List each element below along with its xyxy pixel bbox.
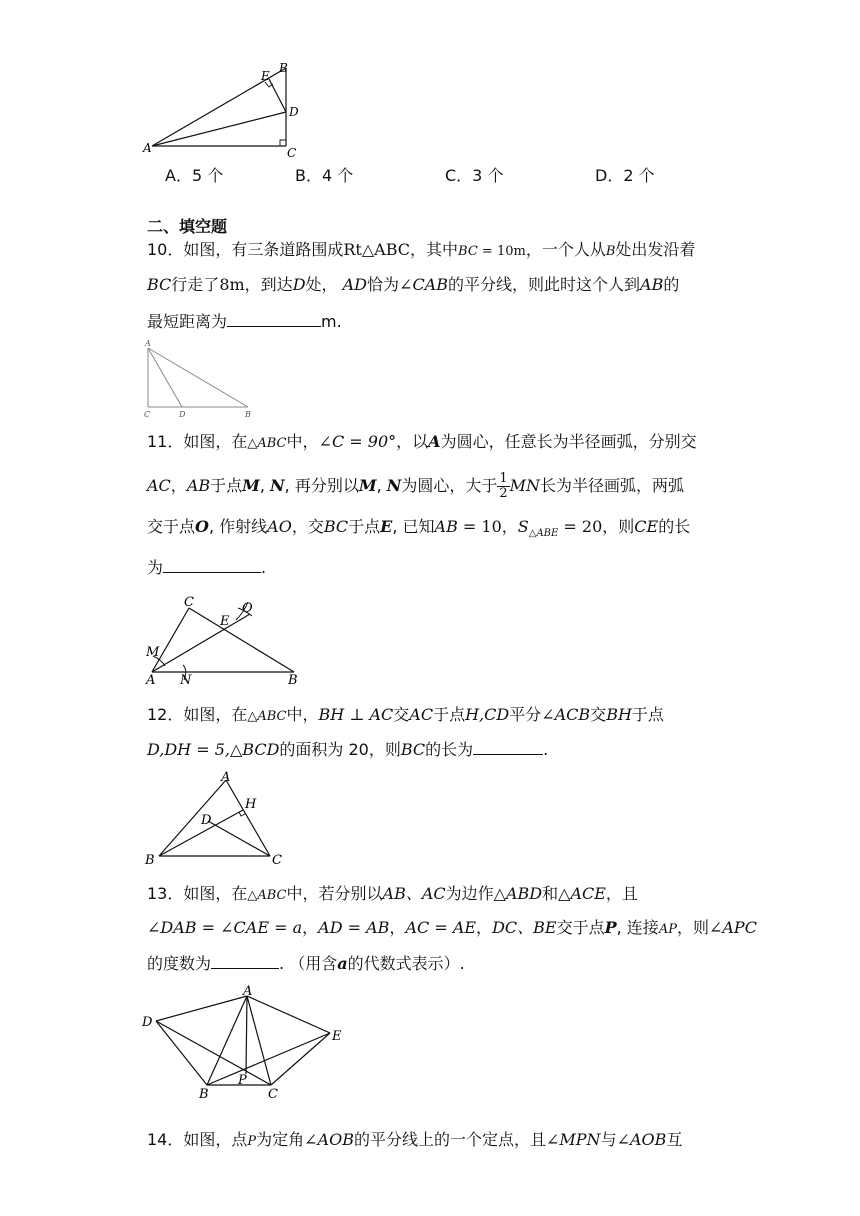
choice-a[interactable]: A．5 个	[165, 166, 224, 185]
fig-label-b: B	[288, 673, 298, 688]
q12-line-2: D,DH = 5,△BCD的面积为 20，则BC的长为 .	[147, 740, 549, 759]
fig-label-a: A	[243, 984, 253, 999]
fig-label-c: C	[268, 1087, 278, 1102]
q10-answer-blank[interactable]	[227, 310, 321, 327]
fig-label-a: A	[146, 673, 156, 688]
fig-label-e: E	[220, 614, 230, 629]
q11-line-2: AC，AB于点M, N, 再分别以M, N为圆心，大于 $\frac{1}{2}$ MN长为半径画弧，两弧	[147, 471, 685, 501]
fig-label-a: A	[221, 770, 231, 785]
fig-label-m: M	[146, 645, 160, 660]
q11-line-4: 为 .	[147, 558, 267, 577]
fig-label-c: C	[144, 410, 151, 419]
fig-label-a: A	[145, 339, 151, 348]
figure-q10	[140, 338, 260, 420]
q12-answer-blank[interactable]	[473, 738, 543, 755]
fig-label-b: B	[145, 853, 155, 868]
choice-b[interactable]: B．4 个	[295, 166, 354, 185]
fig-label-o: O	[242, 601, 253, 616]
choice-c[interactable]: C．3 个	[445, 166, 504, 185]
fig-label-h: H	[245, 797, 257, 812]
choice-d[interactable]: D．2 个	[595, 166, 655, 185]
q12-line-1: 12．如图，在△ABC中，BH ⊥ AC交AC于点H,CD平分∠ACB交BH于点	[147, 705, 664, 724]
fig-label-d: D	[179, 410, 186, 419]
q13-answer-blank[interactable]	[211, 952, 279, 969]
q11-line-1: 11．如图，在△ABC中，∠C = 90°，以A为圆心，任意长为半径画弧，分别交	[147, 432, 697, 451]
figure-q12	[140, 766, 290, 870]
fig-label-c: C	[272, 853, 282, 868]
q11-answer-blank[interactable]	[163, 556, 261, 573]
q10-line-2: BC行走了8m，到达D处， AD恰为∠CAB的平分线，则此时这个人到AB的	[147, 275, 680, 294]
figure-q13	[140, 982, 350, 1102]
q10-line-3: 最短距离为 m.	[147, 312, 342, 331]
fig-label-n: N	[180, 673, 192, 688]
q13-line-1: 13．如图，在△ABC中，若分别以AB、AC为边作△ABD和△ACE，且	[147, 884, 638, 903]
figure-q9	[140, 60, 310, 160]
fig-label-d: D	[201, 813, 212, 828]
q10-line-1: 10．如图，有三条道路围成Rt△ABC，其中BC = 10m，一个人从B处出发沿着	[147, 240, 696, 259]
q13-line-3: 的度数为 . （用含a的代数式表示）.	[147, 954, 465, 973]
fig-label-d: D	[142, 1015, 153, 1030]
q14-line-1: 14．如图，点P为定角∠AOB的平分线上的一个定点，且∠MPN与∠AOB互	[147, 1130, 683, 1149]
fig-label-b: B	[279, 61, 288, 75]
fig-label-a: A	[143, 141, 152, 155]
section-title: 二、填空题	[147, 217, 228, 236]
fig-label-p: P	[238, 1073, 247, 1088]
q11-line-3: 交于点O, 作射线AO，交BC于点E, 已知AB = 10，$S_{\triangle ABE} = 20$，则CE的长	[147, 517, 691, 539]
fig-label-b: B	[199, 1087, 209, 1102]
q13-line-2: ∠DAB = ∠CAE = a，AD = AB，AC = AE，DC、BE交于点P, 连接AP，则∠APC	[147, 918, 757, 937]
fig-label-b: B	[245, 410, 251, 419]
fig-label-d: D	[289, 105, 299, 119]
fig-label-e: E	[261, 69, 270, 83]
fig-label-c: C	[184, 595, 194, 610]
fig-label-e: E	[332, 1029, 342, 1044]
fig-label-c: C	[287, 146, 297, 160]
figure-q11	[140, 590, 310, 690]
